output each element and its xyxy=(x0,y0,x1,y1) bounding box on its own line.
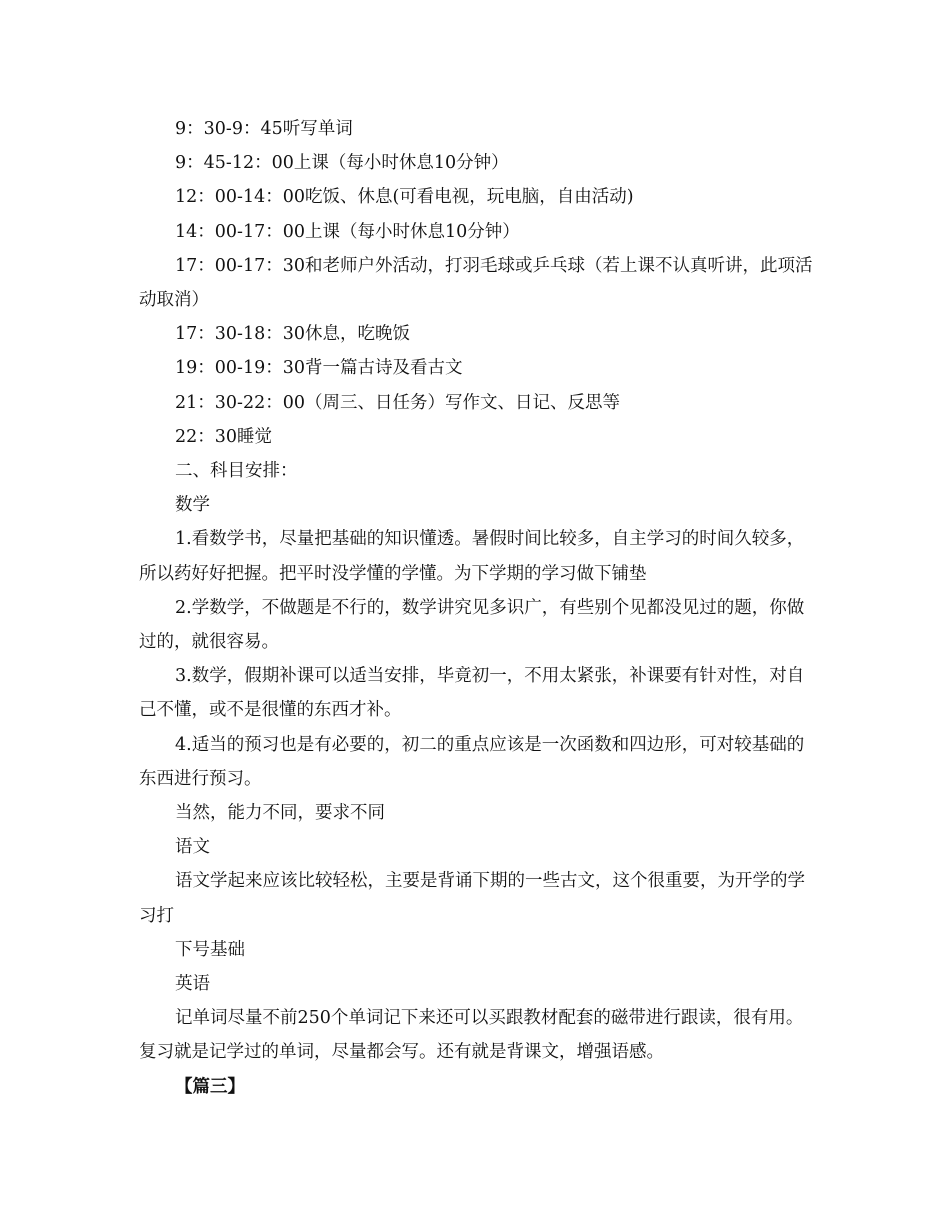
math-point: 4.适当的预习也是有必要的，初二的重点应该是一次函数和四边形，可对较基础的东西进行预习。 xyxy=(139,734,805,789)
math-point: 3.数学，假期补课可以适当安排，毕竟初一，不用太紧张，补课要有针对性，对自己不懂，或不是很懂的东西才补。 xyxy=(139,666,805,721)
schedule-line: 12：00-14：00吃饭、休息(可看电视，玩电脑，自由活动) xyxy=(175,187,634,208)
subject-heading-english: 英语 xyxy=(175,974,210,995)
schedule-line: 9：30-9：45听写单词 xyxy=(175,119,353,139)
body-paragraph: 语文学起来应该比较轻松，主要是背诵下期的一些古文，这个很重要，为开学的学习打 xyxy=(139,871,805,926)
schedule-line: 9：45-12：00上课（每小时休息10分钟） xyxy=(175,153,509,174)
body-paragraph: 记单词尽量不前250个单词记下来还可以买跟教材配套的磁带进行跟读，很有用。复习就是记学过的单词，尽量都会写。还有就是背课文，增强语感。 xyxy=(139,1008,804,1063)
schedule-line: 21：30-22：00（周三、日任务）写作文、日记、反思等 xyxy=(175,392,620,413)
section-heading: 二、科目安排： xyxy=(175,461,298,482)
body-paragraph: 下号基础 xyxy=(175,939,245,960)
schedule-line: 22：30睡觉 xyxy=(175,426,273,447)
math-point: 1.看数学书，尽量把基础的知识懂透。暑假时间比较多，自主学习的时间久较多，所以药好好把握。把平时没学懂的学懂。为下学期的学习做下铺垫 xyxy=(139,529,805,584)
body-paragraph: 当然，能力不同，要求不同 xyxy=(175,803,385,824)
subject-heading-chinese: 语文 xyxy=(175,837,210,858)
schedule-line: 14：00-17：00上课（每小时休息10分钟） xyxy=(175,221,520,242)
math-point: 2.学数学，不做题是不行的，数学讲究见多识广，有些别个见都没见过的题，你做过的，就很容易。 xyxy=(139,597,805,653)
schedule-line: 19：00-19：30背一篇古诗及看古文 xyxy=(175,358,463,379)
subject-heading-math: 数学 xyxy=(175,495,210,516)
document-body xyxy=(139,112,815,1104)
schedule-line: 17：00-17：30和老师户外活动，打羽毛球或乒乓球（若上课不认真听讲，此项活动取消） xyxy=(139,255,813,311)
schedule-line: 17：30-18：30休息，吃晚饭 xyxy=(175,324,410,345)
part-heading: 【篇三】 xyxy=(175,1076,245,1097)
